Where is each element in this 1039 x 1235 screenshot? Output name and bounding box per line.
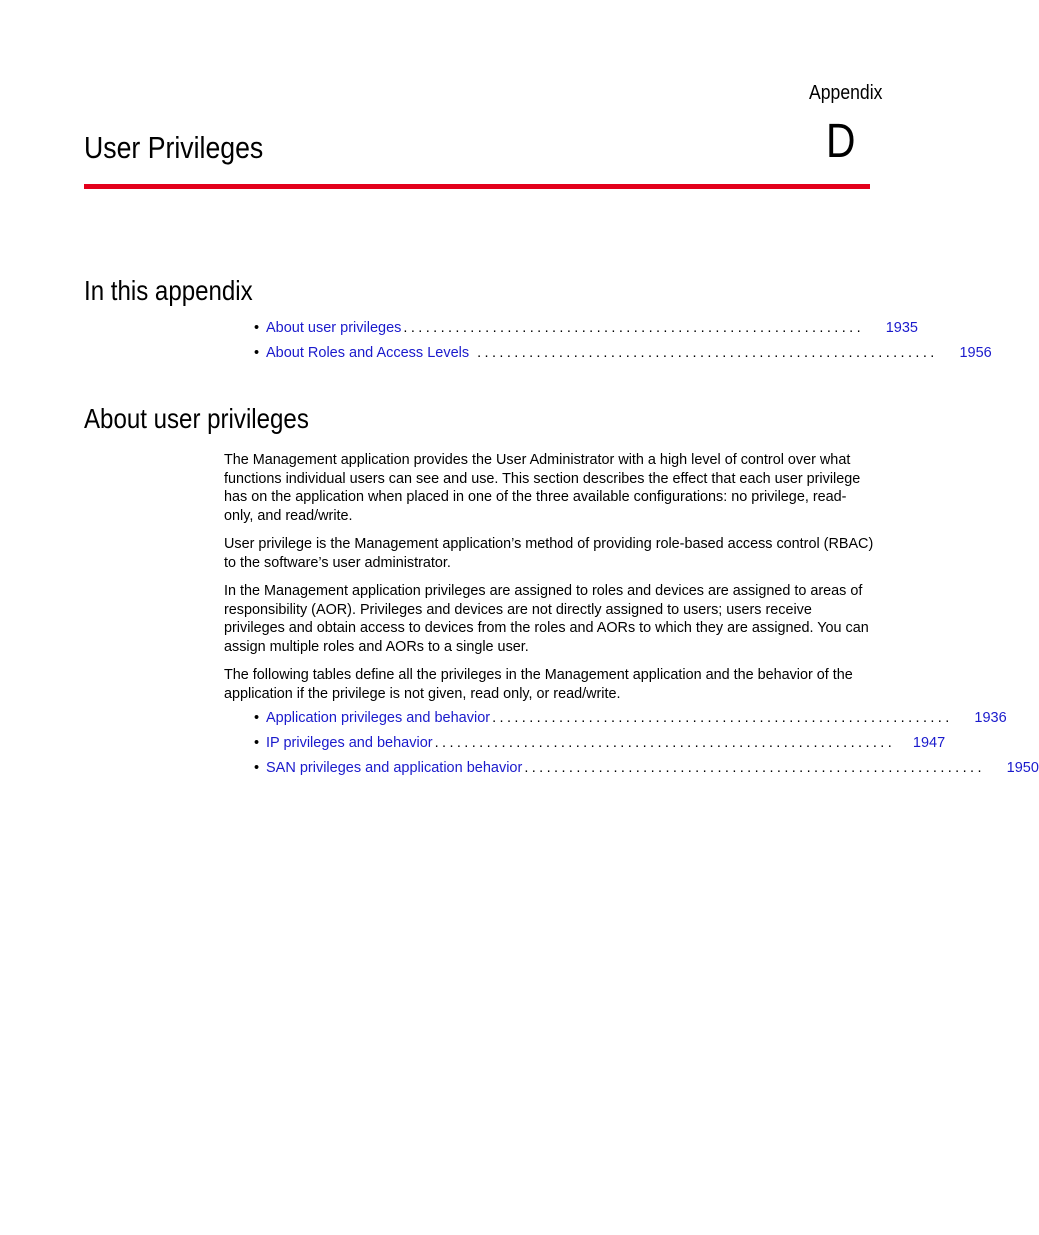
appendix-label: Appendix (808, 82, 882, 104)
toc-link-ip-privileges[interactable]: IP privileges and behavior (266, 735, 433, 751)
toc-page-number[interactable]: 1935 (885, 320, 918, 336)
bullet-icon: • (254, 735, 260, 751)
toc-link-application-privileges[interactable]: Application privileges and behavior (266, 710, 491, 726)
toc-item[interactable] (254, 320, 918, 345)
toc-leader-dots: .............................................................. (477, 345, 938, 361)
toc-link-about-user-privileges[interactable]: About user privileges (266, 320, 402, 336)
toc-link-san-privileges[interactable]: SAN privileges and application behavior (266, 760, 523, 776)
toc-page-number[interactable]: 1956 (959, 345, 992, 361)
bullet-icon: • (254, 320, 260, 336)
paragraph-roles-aor: In the Management application privileges are assigned to roles and devices are assigned to areas of responsibility (AOR). Privileges and devices are not directly assigned to users; users receive privileges and obtain access to devices from the roles and AORs to which they are assigned. You can assign multiple roles and AORs to a single user. (224, 583, 869, 655)
toc-item[interactable] (254, 735, 946, 760)
toc-leader-dots: .............................................................. (492, 710, 953, 726)
in-this-appendix-heading: In this appendix (84, 275, 253, 306)
toc-link-about-roles-and-access-levels[interactable]: About Roles and Access Levels (266, 345, 470, 361)
toc-item[interactable] (254, 710, 1007, 735)
bullet-icon: • (254, 345, 260, 361)
toc-page-number[interactable]: 1950 (1006, 760, 1039, 776)
toc-leader-dots: .............................................................. (524, 760, 985, 776)
toc-page-number[interactable]: 1936 (974, 710, 1007, 726)
chapter-title: User Privileges (84, 130, 264, 165)
about-user-privileges-heading: About user privileges (84, 403, 309, 434)
toc-leader-dots: .............................................................. (403, 320, 864, 336)
paragraph-intro: The Management application provides the User Administrator with a high level of control over what functions individual users can see and use. This section describes the effect that each user privilege has on the application when placed in one of the three available configurations: no privilege, read-only, and read/write. (224, 452, 861, 524)
appendix-toc (254, 320, 992, 370)
toc-page-number[interactable]: 1947 (912, 735, 946, 751)
bullet-icon: • (254, 760, 260, 776)
toc-leader-dots: .............................................................. (434, 735, 896, 751)
appendix-letter: D (826, 115, 856, 168)
header-divider (84, 184, 870, 189)
paragraph-tables-intro: The following tables define all the privileges in the Management application and the behavior of the application if the privilege is not given, read only, or read/write. (224, 667, 853, 702)
paragraph-rbac: User privilege is the Management application’s method of providing role-based access control (RBAC) to the software’s user administrator. (224, 536, 874, 571)
toc-item[interactable] (254, 760, 1039, 785)
toc-item[interactable] (254, 345, 992, 370)
privilege-tables-toc (254, 710, 1039, 785)
bullet-icon: • (254, 710, 260, 726)
